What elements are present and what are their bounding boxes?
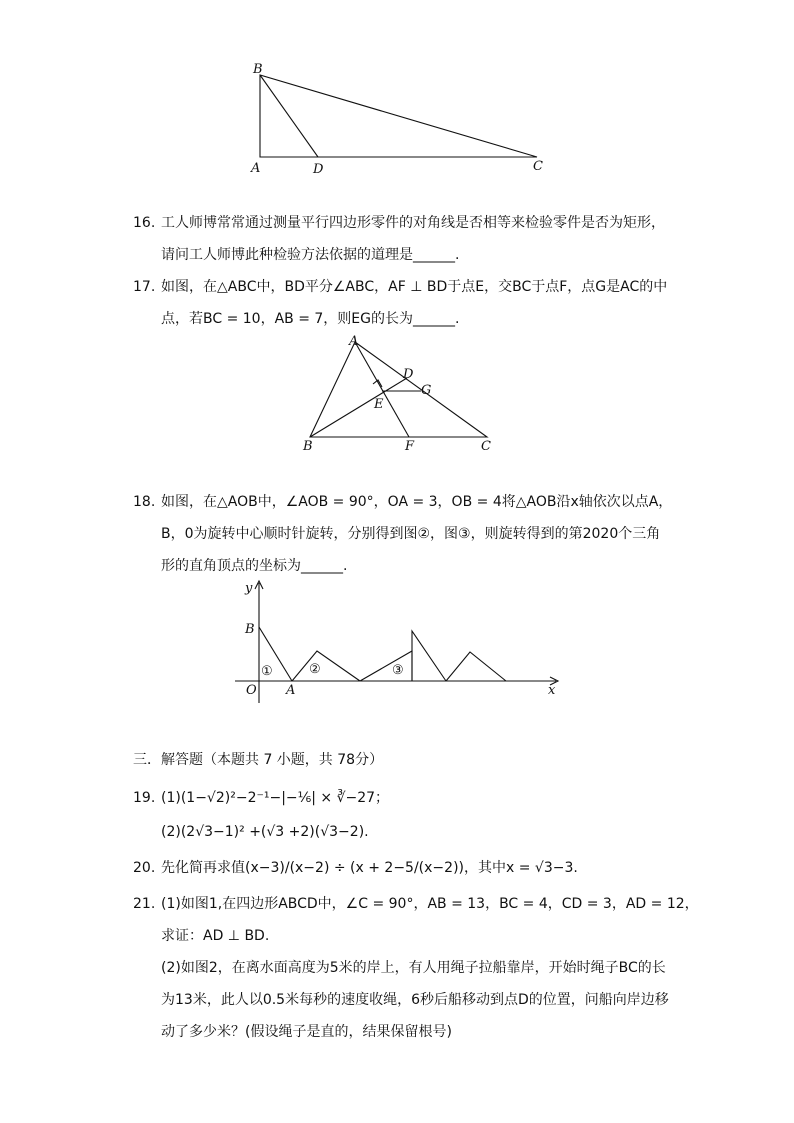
segment-bd xyxy=(260,75,318,157)
label-b-q17: B xyxy=(303,439,313,454)
q21-line4: 为13米，此人以0.5米每秒的速度收绳，6秒后船移动到点D的位置，问船向岸边移 xyxy=(161,992,669,1008)
label-a-q18: A xyxy=(286,683,296,698)
q18-number: 18. xyxy=(133,494,156,510)
label-d: D xyxy=(313,162,324,177)
triangle-abc-q17 xyxy=(310,342,487,437)
label-circle-3: ③ xyxy=(392,663,404,678)
q19-part1: (1)(1−√2)²−2⁻¹−|−⅙| × ∛−27； xyxy=(161,790,390,806)
label-c: C xyxy=(533,159,543,174)
q20-number: 20. xyxy=(133,860,156,876)
segment-af-q17 xyxy=(355,342,409,437)
label-x: x xyxy=(548,683,556,698)
q21-line2: 求证：AD ⊥ BD. xyxy=(161,928,270,944)
triangle-3 xyxy=(360,651,412,681)
section-3-title: 三．解答题（本题共 7 小题，共 78分） xyxy=(133,752,384,768)
q21-line3: (2)如图2，在离水面高度为5米的岸上，有人用绳子拉船靠岸，开始时绳子BC的长 xyxy=(161,960,666,976)
label-c-q17: C xyxy=(481,439,491,454)
label-o: O xyxy=(246,683,257,698)
label-a-q17: A xyxy=(349,334,359,349)
q18-line3: 形的直角顶点的坐标为______. xyxy=(161,558,348,574)
triangle-5 xyxy=(446,652,506,681)
q16-line1: 工人师博常常通过测量平行四边形零件的对角线是否相等来检验零件是否为矩形， xyxy=(161,215,665,231)
triangle-2 xyxy=(292,651,360,681)
label-b: B xyxy=(253,62,263,77)
label-d-q17: D xyxy=(403,367,414,382)
right-angle-mark xyxy=(373,380,382,387)
q17-line1: 如图，在△ABC中，BD平分∠ABC，AF ⊥ BD于点E，交BC于点F，点G是AC的中 xyxy=(161,279,668,295)
triangle-4 xyxy=(412,631,446,681)
q16-line2: 请问工人师博此种检验方法依据的道理是______. xyxy=(161,247,460,263)
q20-line1: 先化简再求值(x−3)/(x−2) ÷ (x + 2−5/(x−2))，其中x = √3−3. xyxy=(161,860,578,876)
label-circle-1: ① xyxy=(261,664,273,679)
q18-line1: 如图，在△AOB中，∠AOB = 90°，OA = 3，OB = 4将△AOB沿x轴依次以点A， xyxy=(161,494,673,510)
q21-number: 21. xyxy=(133,896,156,912)
q18-line2: B，0为旋转中心顺时针旋转，分别得到图②，图③，则旋转得到的第2020个三角 xyxy=(161,526,661,542)
figure-triangle-q17 xyxy=(295,330,505,455)
q17-line2: 点，若BC = 10，AB = 7，则EG的长为______. xyxy=(161,311,460,327)
q19-number: 19. xyxy=(133,790,156,806)
label-a: A xyxy=(251,161,261,176)
label-e-q17: E xyxy=(374,397,384,412)
q19-part2: (2)(2√3−1)² +(√3 +2)(√3−2). xyxy=(161,824,369,840)
q16-number: 16. xyxy=(133,215,156,231)
figure-triangle-abc-15 xyxy=(240,60,560,180)
label-circle-2: ② xyxy=(309,662,321,677)
q17-number: 17. xyxy=(133,279,156,295)
label-g-q17: G xyxy=(421,383,432,398)
q21-line5: 动了多少米？(假设绳子是直的，结果保留根号) xyxy=(161,1024,452,1040)
triangle-abc xyxy=(260,75,537,157)
label-y: y xyxy=(245,581,253,596)
figure-rotation-q18 xyxy=(230,575,575,710)
label-f-q17: F xyxy=(405,439,415,454)
q21-line1: (1)如图1,在四边形ABCD中，∠C = 90°，AB = 13，BC = 4，CD = 3，AD = 12， xyxy=(161,896,699,912)
label-b-q18: B xyxy=(245,622,255,637)
